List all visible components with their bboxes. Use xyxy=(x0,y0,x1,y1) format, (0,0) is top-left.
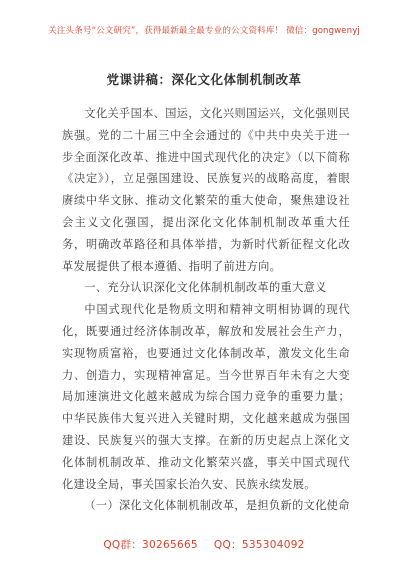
document-body xyxy=(62,103,350,517)
document-title: 党课讲稿：深化文化体制机制改革 xyxy=(106,72,302,87)
subsection-heading-1: （一）深化文化体制机制改革，是担负新的文化使命 xyxy=(84,499,350,513)
section-heading-1: 一、充分认识深化文化体制机制改革的重大意义 xyxy=(84,281,327,295)
contact-footer xyxy=(0,537,408,552)
qq-contact-number: QQ：535304092 xyxy=(213,539,305,551)
intro-paragraph: 文化关乎国本、国运，文化兴则国运兴，文化强则民族强。党的二十届三中全会通过的《中共中央关于进一步全面深化改革、推进中国式现代化的决定》（以下简称《决定》），立足强国建设、民族复兴的战略高度，着眼赓续中华文脉、推动文化繁荣的重大使命，聚焦建设社会主义文化强国，提出深化文化体制机制改革重大任务，明确改革路径和具体举措，为新时代新征程文化改革发展提供了根本遵循、指明了前进方向。 xyxy=(62,107,350,273)
qq-group-number: QQ群：30265665 xyxy=(103,539,198,551)
promo-header-notice: 关注头条号“公文研究”，获得最新最全最专业的公文资料库！ 微信：gongwenyj xyxy=(48,26,360,36)
body-paragraph: 中国式现代化是物质文明和精神文明相协调的现代化，既要通过经济体制改革，解放和发展社会生产力，实现物质富裕，也要通过文化体制改革，激发文化生命力、创造力，实现精神富足。当今世界百年未有之大变局加速演进文化越来越成为综合国力竞争的重要力量；中华民族伟大复兴进入关键时期，文化越来越成为强国建设、民族复兴的强大支撑。在新的历史起点上深化文化体制机制改革、推动文化繁荣兴盛，事关中国式现代化建设全局，事关国家长治久安、民族永续发展。 xyxy=(62,303,350,491)
